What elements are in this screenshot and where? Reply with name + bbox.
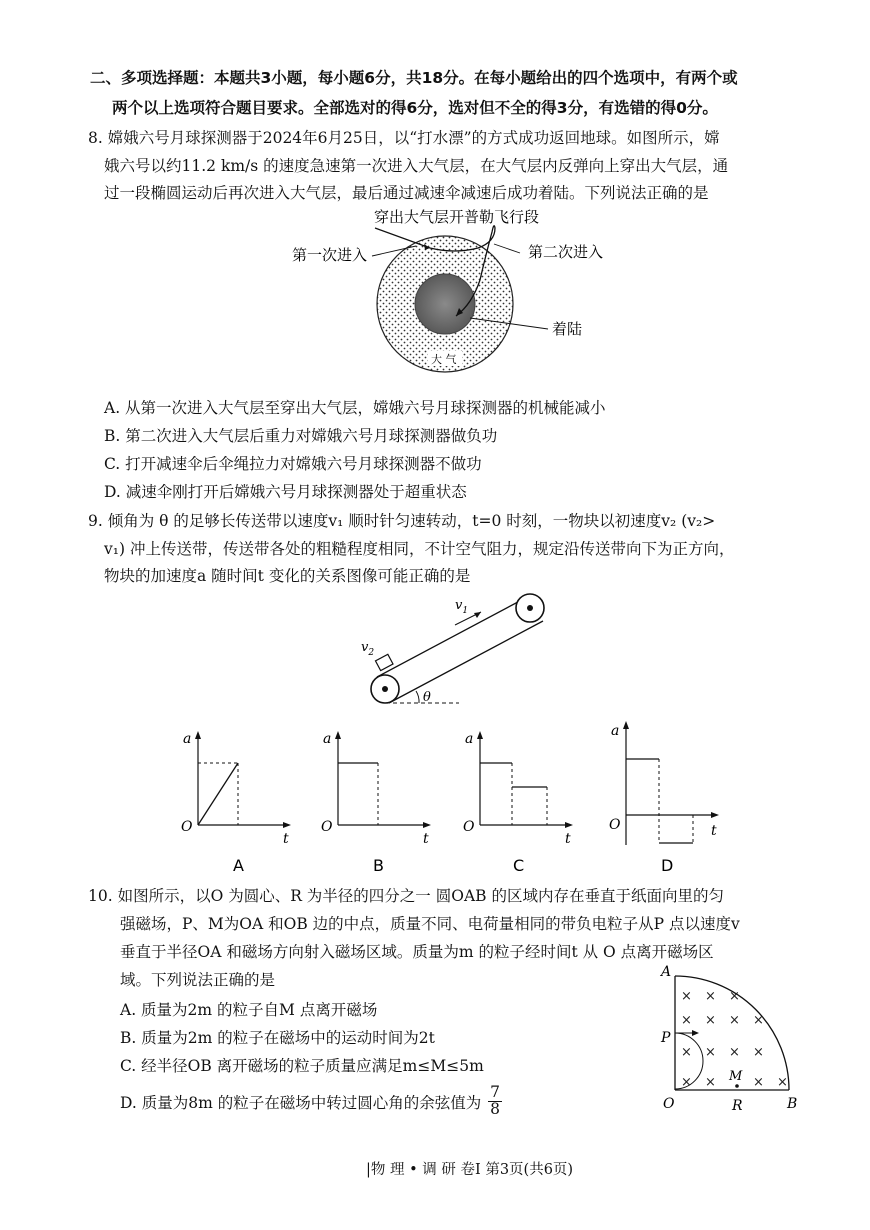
q10-option-d-text: D. 质量为8m 的粒子在磁场中转过圆心角的余弦值为 xyxy=(120,1094,482,1112)
svg-text:B: B xyxy=(787,1096,798,1112)
q10-stem-line2: 强磁场，P、M为OA 和OB 边的中点，质量不同、电荷量相同的带负电粒子从P 点以速度v xyxy=(120,915,740,933)
svg-text:×: × xyxy=(729,1013,740,1028)
svg-text:a: a xyxy=(323,731,332,747)
section-heading-line2: 两个以上选项符合题目要求。全部选对的得6分，选对但不全的得3分，有选错的得0分。 xyxy=(112,99,718,117)
svg-text:O: O xyxy=(663,1096,675,1112)
q8-option-c: C. 打开减速伞后伞绳拉力对嫦娥六号月球探测器不做功 xyxy=(104,455,482,473)
q10-stem-line3: 垂直于半径OA 和磁场方向射入磁场区域。质量为m 的粒子经时间t 从 O 点离开磁场区 xyxy=(120,943,714,961)
q9-conveyor-figure xyxy=(355,585,555,715)
svg-text:×: × xyxy=(705,1075,716,1090)
q8-option-b: B. 第二次进入大气层后重力对嫦娥六号月球探测器做负功 xyxy=(104,427,498,445)
q10-option-c: C. 经半径OB 离开磁场的粒子质量应满足m≤M≤5m xyxy=(120,1057,484,1075)
graph-b-letter: B xyxy=(373,856,384,875)
q9-graph-c xyxy=(457,725,587,875)
svg-text:A: A xyxy=(661,964,672,980)
q10-option-a: A. 质量为2m 的粒子自M 点离开磁场 xyxy=(120,1001,378,1019)
v1-label: $v_1$ xyxy=(455,598,469,616)
svg-text:a: a xyxy=(183,731,192,747)
svg-text:×: × xyxy=(705,989,716,1004)
q8-option-a: A. 从第一次进入大气层至穿出大气层，嫦娥六号月球探测器的机械能减小 xyxy=(104,399,606,417)
q9-stem-line2: v₁) 冲上传送带，传送带各处的粗糙程度相同，不计空气阻力，规定沿传送带向下为正方向， xyxy=(104,540,735,558)
q8-option-d: D. 减速伞刚打开后嫦娥六号月球探测器处于超重状态 xyxy=(104,483,467,501)
q10-option-b: B. 质量为2m 的粒子在磁场中的运动时间为2t xyxy=(120,1029,435,1047)
theta-label: θ xyxy=(423,690,431,705)
q8-figure xyxy=(280,200,620,380)
graph-a-letter: A xyxy=(233,856,244,875)
q10-magnetic-field-figure xyxy=(655,962,815,1117)
svg-text:×: × xyxy=(681,989,692,1004)
svg-text:O: O xyxy=(321,819,333,835)
svg-text:×: × xyxy=(753,1075,764,1090)
q8-label-second: 第二次进入 xyxy=(528,243,604,261)
svg-text:t: t xyxy=(565,831,571,847)
svg-text:M: M xyxy=(729,1069,743,1084)
svg-text:×: × xyxy=(681,1013,692,1028)
svg-text:×: × xyxy=(729,1045,740,1060)
page-footer: |物 理 • 调 研 卷I 第3页(共6页) xyxy=(366,1162,574,1178)
svg-text:a: a xyxy=(465,731,474,747)
q9-graph-a xyxy=(175,725,305,875)
svg-text:O: O xyxy=(463,819,475,835)
svg-text:O: O xyxy=(181,819,193,835)
q8-stem-line3: 过一段椭圆运动后再次进入大气层，最后通过减速伞减速后成功着陆。下列说法正确的是 xyxy=(104,184,709,202)
earth-circle xyxy=(415,274,475,334)
graph-c-letter: C xyxy=(513,856,525,875)
q8-label-first: 第一次进入 xyxy=(292,246,368,264)
q8-label-atmo: 大 气 xyxy=(431,353,457,366)
svg-text:O: O xyxy=(609,817,621,833)
q9-stem-line1: 9. 倾角为 θ 的足够长传送带以速度v₁ 顺时针匀速转动，t=0 时刻，一物块以初速度v₂ (v₂> xyxy=(88,512,716,530)
svg-text:×: × xyxy=(705,1013,716,1028)
q9-graph-d xyxy=(603,715,733,875)
svg-text:×: × xyxy=(681,1045,692,1060)
svg-text:a: a xyxy=(611,723,620,739)
q8-stem-line1: 8. 嫦娥六号月球探测器于2024年6月25日，以“打水漂”的方式成功返回地球。如图所示，嫦 xyxy=(88,129,720,147)
q8-label-top: 穿出大气层开普勒飞行段 xyxy=(374,208,540,226)
fraction-seven-eighths: $\frac{7}{8}$ xyxy=(490,1083,501,1118)
svg-text:×: × xyxy=(753,1013,764,1028)
q10-option-d xyxy=(120,1083,502,1120)
svg-text:×: × xyxy=(681,1075,692,1090)
section-heading-line1: 二、多项选择题：本题共3小题，每小题6分，共18分。在每小题给出的四个选项中，有两个或 xyxy=(90,69,738,87)
q10-stem-line4: 域。下列说法正确的是 xyxy=(120,971,276,989)
svg-text:t: t xyxy=(711,823,717,839)
graph-d-letter: D xyxy=(661,856,674,875)
svg-text:×: × xyxy=(705,1045,716,1060)
svg-text:R: R xyxy=(732,1098,743,1114)
svg-text:P: P xyxy=(661,1030,671,1046)
svg-text:t: t xyxy=(283,831,289,847)
q8-stem-line2: 娥六号以约11.2 km/s 的速度急速第一次进入大气层，在大气层内反弹向上穿出大气层，通 xyxy=(104,157,729,175)
q8-label-land: 着陆 xyxy=(552,320,583,338)
q9-graph-b xyxy=(315,725,445,875)
svg-text:×: × xyxy=(777,1075,788,1090)
svg-text:t: t xyxy=(423,831,429,847)
svg-text:×: × xyxy=(753,1045,764,1060)
block xyxy=(375,654,393,670)
q9-stem-line3: 物块的加速度a 随时间t 变化的关系图像可能正确的是 xyxy=(104,567,471,585)
v2-label: $v_2$ xyxy=(361,640,375,658)
svg-text:×: × xyxy=(729,989,740,1004)
q10-stem-line1: 10. 如图所示，以O 为圆心、R 为半径的四分之一 圆OAB 的区域内存在垂直于纸面向里的匀 xyxy=(88,887,724,905)
